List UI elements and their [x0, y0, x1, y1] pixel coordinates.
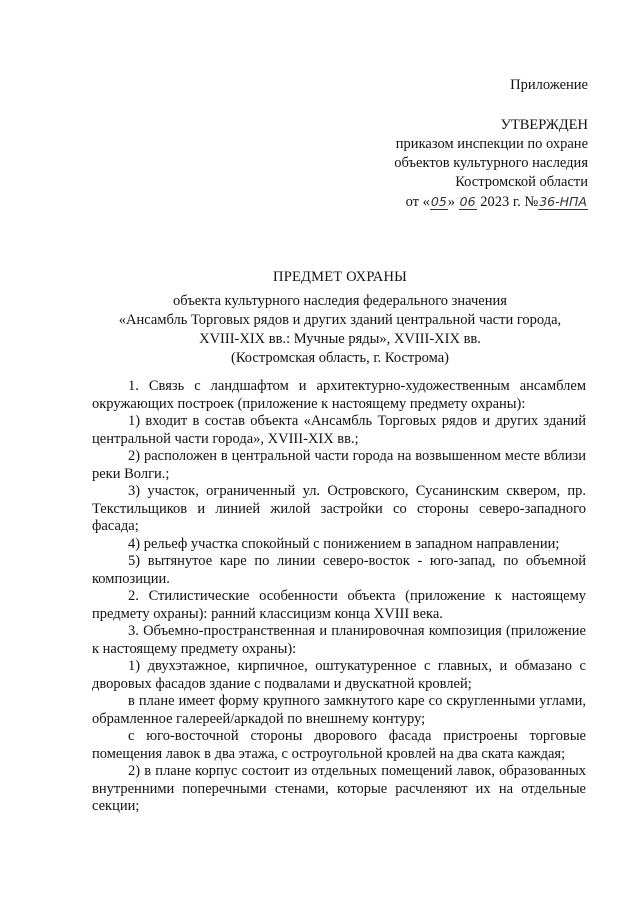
paragraph: 2) расположен в центральной части города на возвышенном месте вблизи реки Волги.; [92, 448, 586, 482]
paragraph: 1. Связь с ландшафтом и архитектурно-художественным ансамблем окружающих построек (приложение к настоящему предмету охраны): [92, 378, 586, 412]
title-subline: XVIII-XIX вв.: Мучные ряды», XVIII-XIX вв. [199, 331, 481, 347]
paragraph: 4) рельеф участка спокойный с понижением в западном направлении; [128, 535, 560, 552]
paragraph: 1) входит в состав объекта «Ансамбль Торговых рядов и других зданий центральной части города», XVIII-XIX вв.; [92, 413, 586, 447]
paragraph: 5) вытянутое каре по линии северо-восток - юго-запад, по объемной композиции. [92, 553, 586, 587]
date-year: 2023 г. № [480, 194, 539, 210]
title-subline: объекта культурного наследия федерального значения [173, 293, 507, 309]
title-subline: «Ансамбль Торговых рядов и других зданий центральной части города, [118, 312, 562, 328]
paragraph: 1) двухэтажное, кирпичное, оштукатуренное с главных, и обмазано с дворовых фасадов здание с подвалами и двускатной кровлей; [92, 658, 586, 692]
document-title-block [40, 268, 640, 368]
date-prefix: от « [405, 194, 430, 210]
handwritten-month: 06 [459, 194, 476, 209]
approval-line: приказом инспекции по охране [395, 136, 588, 152]
approval-line: объектов культурного наследия [394, 155, 588, 171]
paragraph: с юго-восточной стороны дворового фасада пристроены торговые помещения лавок в два этажа, с остроугольной кровлей на два ската каждая; [92, 728, 586, 762]
document-title: ПРЕДМЕТ ОХРАНЫ [273, 269, 407, 285]
appendix-label [510, 76, 588, 95]
date-mid: » [447, 194, 456, 210]
title-subline: (Костромская область, г. Кострома) [231, 350, 449, 366]
document-body [92, 378, 586, 816]
handwritten-number: 36-НПА [539, 194, 587, 209]
approved-heading: УТВЕРЖДЕН [500, 117, 588, 133]
handwritten-day: 05 [430, 194, 447, 209]
approval-block [394, 116, 588, 212]
paragraph: 2) в плане корпус состоит из отдельных помещений лавок, образованных внутренними поперечными стенами, которые расчленяют их на отдельные секции; [92, 763, 586, 814]
approval-line: Костромской области [455, 174, 588, 190]
appendix-text: Приложение [510, 77, 588, 93]
paragraph: 3) участок, ограниченный ул. Островского, Сусанинским сквером, пр. Текстильщиков и линией жилой застройки со стороны северо-западного фасада; [92, 483, 586, 534]
paragraph: 3. Объемно-пространственная и планировочная композиция (приложение к настоящему предмету охраны): [92, 623, 586, 657]
approval-date-line [394, 192, 588, 212]
paragraph: в плане имеет форму крупного замкнутого каре со скругленными углами, обрамленное галереей/аркадой по внешнему контуру; [92, 693, 586, 727]
paragraph: 2. Стилистические особенности объекта (приложение к настоящему предмету охраны): ранний классицизм конца XVIII века. [92, 588, 586, 622]
